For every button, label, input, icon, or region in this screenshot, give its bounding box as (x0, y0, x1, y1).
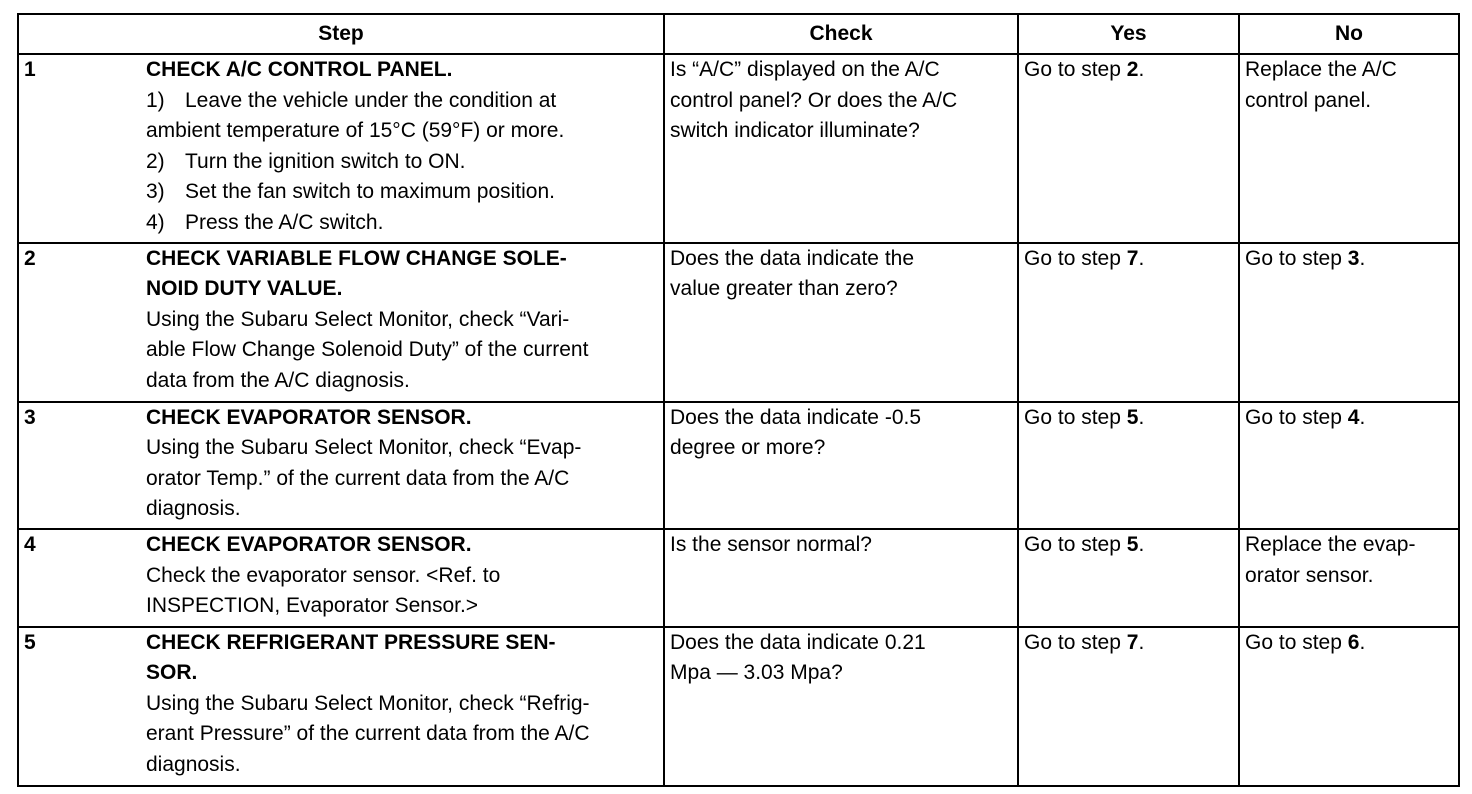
no-cell: Go to step 6. (1239, 627, 1459, 786)
no-cell: Go to step 4. (1239, 402, 1459, 529)
step-cell: CHECK EVAPORATOR SENSOR. Using the Subaru Select Monitor, check “Evap- orator Temp.” of the current data from the A/C diagnosis. (141, 402, 664, 529)
substep: 3) Set the fan switch to maximum position. (146, 180, 555, 203)
step-title: CHECK A/C CONTROL PANEL. (146, 58, 453, 81)
step-title: CHECK EVAPORATOR SENSOR. (146, 533, 472, 557)
step-title: CHECK REFRIGERANT PRESSURE SEN- (146, 630, 556, 654)
step-number: 4 (18, 529, 141, 626)
step-cell: CHECK VARIABLE FLOW CHANGE SOLE- NOID DUTY VALUE. Using the Subaru Select Monitor, check “Vari- able Flow Change Solenoid Duty” of the current data from the A/C diagnosis. (141, 243, 664, 402)
header-step: Step (18, 14, 664, 54)
no-cell: Replace the evap- orator sensor. (1239, 529, 1459, 626)
header-yes: Yes (1018, 14, 1239, 54)
substep: 1) Leave the vehicle under the condition at (146, 88, 557, 112)
step-number: 1 (18, 54, 141, 243)
no-cell: Replace the A/C control panel. (1239, 54, 1459, 243)
yes-cell: Go to step 5. (1018, 402, 1239, 529)
step-cell: CHECK REFRIGERANT PRESSURE SEN- SOR. Using the Subaru Select Monitor, check “Refrig- erant Pressure” of the current data from the A/C diagnosis. (141, 627, 664, 786)
step-number: 5 (18, 627, 141, 786)
yes-cell: Go to step 7. (1018, 627, 1239, 786)
header-row (18, 14, 1459, 54)
yes-cell: Go to step 7. (1018, 243, 1239, 402)
check-cell: Does the data indicate -0.5 degree or more? (664, 402, 1018, 529)
table-row (18, 529, 1459, 626)
check-cell: Is “A/C” displayed on the A/C control panel? Or does the A/C switch indicator illuminate? (664, 54, 1018, 243)
step-title: CHECK EVAPORATOR SENSOR. (146, 405, 472, 429)
table-row (18, 243, 1459, 402)
step-number: 2 (18, 243, 141, 402)
check-cell: Is the sensor normal? (664, 529, 1018, 626)
header-no: No (1239, 14, 1459, 54)
check-cell: Does the data indicate the value greater than zero? (664, 243, 1018, 402)
step-cell: CHECK EVAPORATOR SENSOR. Check the evaporator sensor. <Ref. to INSPECTION, Evaporator Sensor.> (141, 529, 664, 626)
substep: 2) Turn the ignition switch to ON. (146, 149, 466, 173)
yes-cell: Go to step 5. (1018, 529, 1239, 626)
header-check: Check (664, 14, 1018, 54)
step-title: SOR. (146, 661, 198, 685)
check-cell: Does the data indicate 0.21 Mpa — 3.03 Mpa? (664, 627, 1018, 786)
step-number: 3 (18, 402, 141, 529)
table-row (18, 627, 1459, 786)
substep: 4) Press the A/C switch. (146, 210, 384, 234)
table-row (18, 54, 1459, 243)
no-cell: Go to step 3. (1239, 243, 1459, 402)
step-cell (141, 54, 664, 243)
diagnostic-table (17, 13, 1460, 787)
step-title: CHECK VARIABLE FLOW CHANGE SOLE- (146, 246, 567, 270)
yes-cell: Go to step 2. (1018, 54, 1239, 243)
substep-continuation: ambient temperature of 15°C (59°F) or more. (146, 119, 565, 142)
step-title: NOID DUTY VALUE. (146, 277, 343, 300)
table-row (18, 402, 1459, 529)
